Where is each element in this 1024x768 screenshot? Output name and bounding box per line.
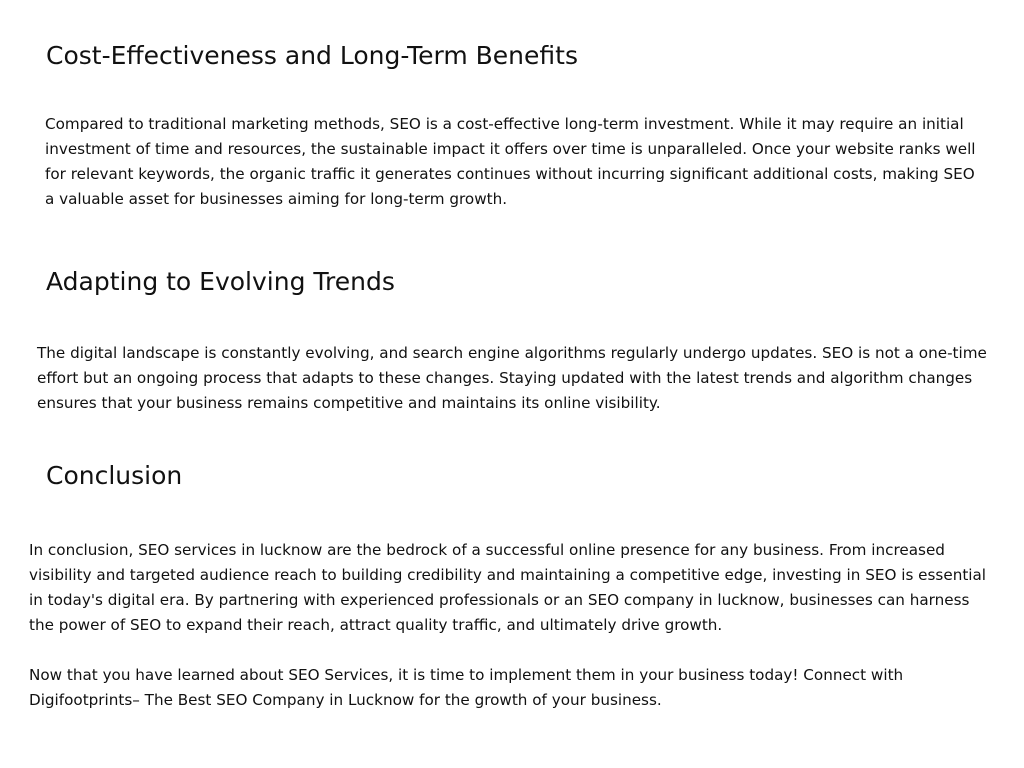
paragraph-call-to-action: Now that you have learned about SEO Services, it is time to implement them in your business today! Connect with Digifootprints– The Best SEO Company in Lucknow for the growth of your business. [29,666,904,709]
paragraph-conclusion: In conclusion, SEO services in lucknow are the bedrock of a successful online presence for any business. From increased visibility and targeted audience reach to building credibility and maintaining a competitive edge, investing in SEO is essential in today's digital era. By partnering with experienced professionals or an SEO company in lucknow, businesses can harness the power of SEO to expand their reach, attract quality traffic, and ultimately drive growth. [29,541,987,634]
heading-evolving-trends: Adapting to Evolving Trends [46,267,395,296]
paragraph-evolving-trends: The digital landscape is constantly evolving, and search engine algorithms regularly undergo updates. SEO is not a one-time effort but an ongoing process that adapts to these changes. Staying updated with the latest trends and algorithm changes ensures that your business remains competitive and maintains its online visibility. [37,344,987,412]
heading-cost-effectiveness: Cost-Effectiveness and Long-Term Benefits [46,41,578,70]
paragraph-cost-effectiveness: Compared to traditional marketing methods, SEO is a cost-effective long-term investment. While it may require an initial investment of time and resources, the sustainable impact it offers over time is unparalleled. Once your website ranks well for relevant keywords, the organic traffic it generates continues without incurring significant additional costs, making SEO a valuable asset for businesses aiming for long-term growth. [45,115,976,208]
heading-conclusion: Conclusion [46,461,183,490]
